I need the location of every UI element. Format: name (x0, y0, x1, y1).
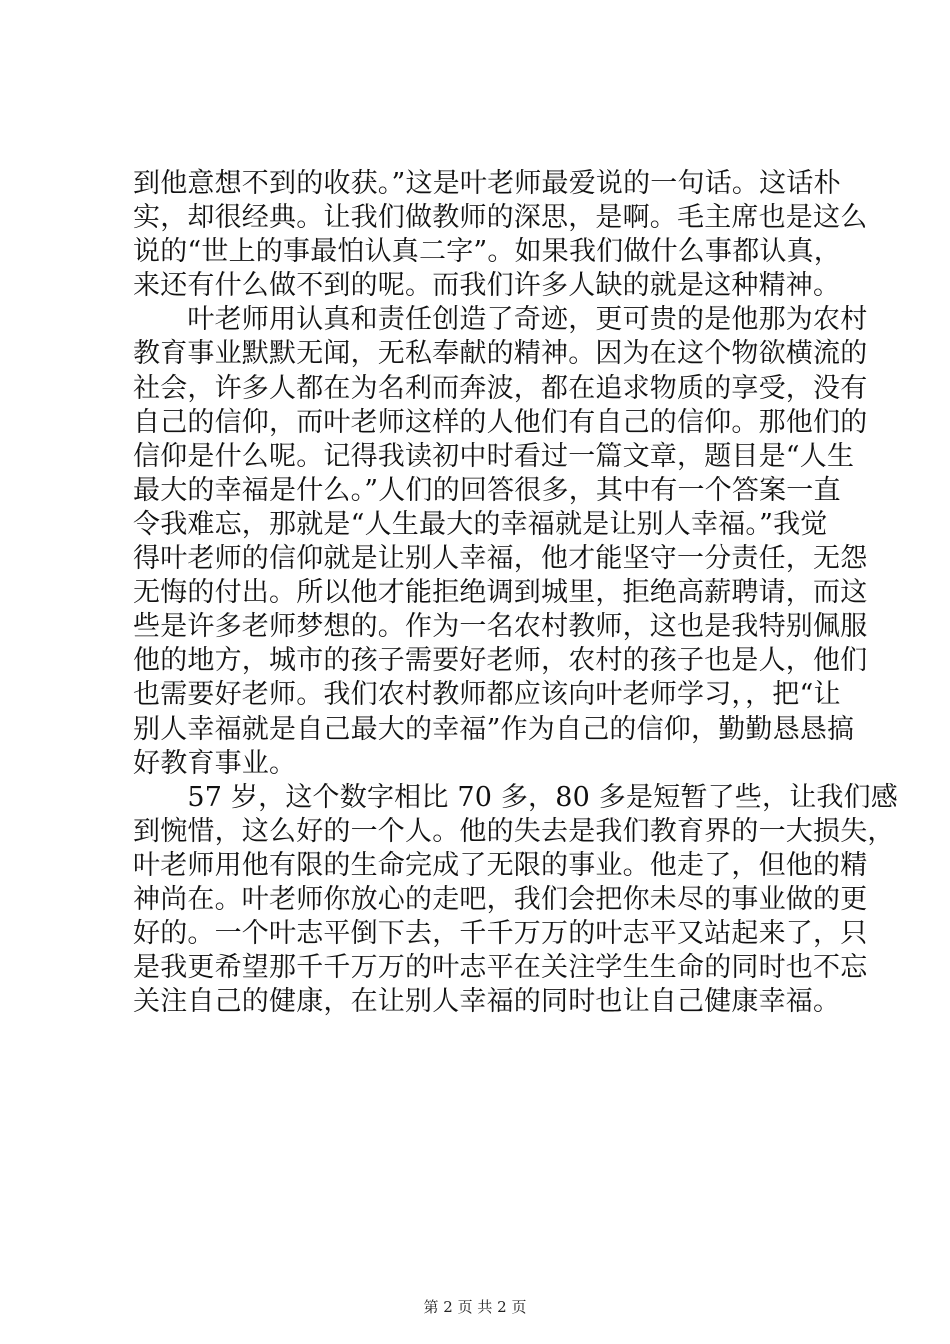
text-line: 自己的信仰，而叶老师这样的人他们有自己的信仰。那他们的 (133, 406, 868, 438)
text-line: 到他意想不到的收获。”这是叶老师最爱说的一句话。这话朴 (133, 168, 841, 199)
text-line: 到惋惜，这么好的一个人。他的失去是我们教育界的一大损失， (133, 815, 895, 847)
text-line: 社会，许多人都在为名利而奔波，都在追求物质的享受，没有 (133, 372, 868, 404)
text-line: 最大的幸福是什么。”人们的回答很多，其中有一个答案一直 (133, 474, 841, 506)
body-text (133, 167, 898, 1019)
text-line: 关注自己的健康，在让别人幸福的同时也让自己健康幸福。 (133, 986, 841, 1018)
text-line: 无悔的付出。所以他才能拒绝调到城里，拒绝高薪聘请，而这 (133, 577, 868, 609)
text-line: 信仰是什么呢。记得我读初中时看过一篇文章，题目是“人生 (133, 440, 855, 472)
text-line: 57 岁，这个数字相比 70 多，80 多是短暂了些，让我们感 (133, 781, 898, 813)
text-line: 好教育事业。 (133, 747, 297, 779)
text-line: 来还有什么做不到的呢。而我们许多人缺的就是这种精神。 (133, 270, 841, 302)
text-line: 别人幸福就是自己最大的幸福”作为自己的信仰，勤勤恳恳搞 (133, 713, 855, 745)
text-line: 神尚在。叶老师你放心的走吧，我们会把你未尽的事业做的更 (133, 883, 868, 915)
text-line: 他的地方，城市的孩子需要好老师，农村的孩子也是人，他们 (133, 645, 868, 677)
text-line: 令我难忘，那就是“人生最大的幸福就是让别人幸福。”我觉 (133, 508, 828, 540)
text-line: 得叶老师的信仰就是让别人幸福，他才能坚守一分责任，无怨 (133, 543, 868, 575)
text-line: 些是许多老师梦想的。作为一名农村教师，这也是我特别佩服 (133, 611, 868, 643)
text-line: 说的“世上的事最怕认真二字”。如果我们做什么事都认真， (133, 236, 842, 268)
text-line: 也需要好老师。我们农村教师都应该向叶老师学习，，把“让 (133, 679, 841, 711)
text-line: 教育事业默默无闻，无私奉献的精神。因为在这个物欲横流的 (133, 338, 868, 370)
text-line: 叶老师用他有限的生命完成了无限的事业。他走了，但他的精 (133, 849, 868, 881)
text-line: 是我更希望那千千万万的叶志平在关注学生生命的同时也不忘 (133, 952, 868, 984)
text-line: 好的。一个叶志平倒下去，千千万万的叶志平又站起来了，只 (133, 918, 868, 950)
text-line: 实，却很经典。让我们做教师的深思，是啊。毛主席也是这么 (133, 202, 868, 234)
text-line: 叶老师用认真和责任创造了奇迹，更可贵的是他那为农村 (133, 304, 868, 336)
page-number-footer: 第 2 页 共 2 页 (423, 1298, 527, 1316)
